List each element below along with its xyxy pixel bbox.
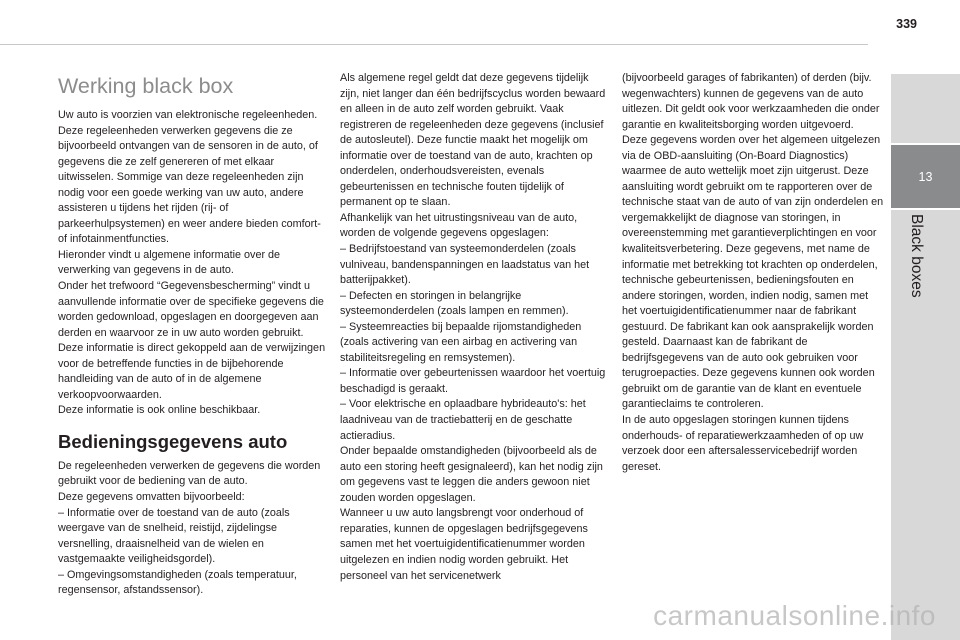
side-tab-top xyxy=(891,74,960,143)
paragraph: Hieronder vindt u algemene informatie over de verwerking van gegevens in de auto. xyxy=(58,248,281,277)
paragraph: Deze informatie is ook online beschikbaar. xyxy=(58,404,261,417)
paragraph: Uw auto is voorzien van elektronische regeleenheden. Deze regeleenheden verwerken gegevens die ze bijvoorbeeld ontvangen van de sensoren in de auto, of gegevens die ze zelf genereren of met elkaar uitwisselen. Sommige van deze regeleenheden zijn nodig voor een goede werking van uw auto, andere assisteren u tijdens het rijden (rij- of parkeerhulpsystemen) en weer andere bieden comfort- of infotainmentfuncties. xyxy=(58,109,321,246)
header-divider xyxy=(0,44,868,45)
page-title: Werking black box xyxy=(58,74,234,98)
side-tab-bottom xyxy=(891,210,960,640)
list-item: – Informatie over gebeurtenissen waardoor het voertuig beschadigd is geraakt. xyxy=(340,367,606,395)
chapter-number-tab[interactable] xyxy=(891,145,960,208)
paragraph: Deze gegevens omvatten bijvoorbeeld: xyxy=(58,491,245,504)
list-item: – Systeemreacties bij bepaalde rijomstandigheden (zoals activering van een airbag en activering van stabiliteitsregeling en remsystemen). xyxy=(340,320,582,364)
paragraph: Onder het trefwoord “Gegevensbescherming” vindt u aanvullende informatie over de specifieke gegevens die worden gedownload, opgeslagen en doorgegeven aan derden en waarvoor ze in uw auto worden gebruikt. Deze informatie is direct gekoppeld aan de verwijzingen voor de betreffende functies in de bijbehorende handleiding van de auto of in de algemene verkoopvoorwaarden. xyxy=(58,280,326,401)
section-heading: Bedieningsgegevens auto xyxy=(58,430,288,452)
paragraph: In de auto opgeslagen storingen kunnen tijdens onderhouds- of reparatiewerkzaamheden of op uw verzoek door een aftersalesservicebedrijf worden gereset. xyxy=(622,414,864,473)
column-3 xyxy=(622,71,884,475)
paragraph: Afhankelijk van het uitrustingsniveau van de auto, worden de volgende gegevens opgeslagen: xyxy=(340,211,578,240)
list-item: – Informatie over de toestand van de auto (zoals weergave van de snelheid, reistijd, zijdelingse versnelling, draaisnelheid van de wielen en vastgemaakte veiligheidsgordel). xyxy=(58,506,290,566)
paragraph: Als algemene regel geldt dat deze gegevens tijdelijk zijn, niet langer dan één bedrijfscyclus worden bewaard en alleen in de auto zelf worden gebruikt. Vaak registreren de regeleenheden deze gegevens (inclusief de autosleutel). Deze functie maakt het mogelijk om informatie over de toestand van de auto, krachten op onderdelen, onderhoudsvereisten, evenals gebeurtenissen en technische fouten tijdelijk of permanent op te slaan. xyxy=(340,72,606,209)
paragraph: (bijvoorbeeld garages of fabrikanten) of derden (bijv. wegenwachters) kunnen de gegevens van de auto uitlezen. Dit geldt ook voor werkzaamheden die onder garantie en kwaliteitsborging worden uitgevoerd. xyxy=(622,72,880,131)
chapter-label: Black boxes xyxy=(908,214,925,298)
paragraph: Deze gegevens worden over het algemeen uitgelezen via de OBD-aansluiting (On-Board Diagnostics) waarmee de auto wettelijk moet zijn uitgerust. Deze aansluiting wordt gebruikt om te rapporteren over de technische staat van de auto of van zijn onderdelen en vergemakkelijkt de diagnose van storingen, in overeenstemming met garantieverplichtingen en voor kwaliteitsverbetering. Deze gegevens, met name de informatie met betrekking tot krachten op onderdelen, technische gebeurtenissen, bedieningsfouten en andere storingen, worden, indien nodig, samen met het voertuigidentificatienummer naar de fabrikant gestuurd. De fabrikant kan ook aansprakelijk worden gesteld. Daarnaast kan de fabrikant de bedrijfsgegevens van de auto ook gebruiken voor terugroepacties. Deze gegevens kunnen ook worden gebruikt om de garantie van de klant en eventuele garantieclaims te controleren. xyxy=(622,134,884,411)
watermark: carmanualsonline.info xyxy=(653,600,936,631)
list-item: – Defecten en storingen in belangrijke systeemonderdelen (zoals lampen en remmen). xyxy=(340,289,569,318)
list-item: – Omgevingsomstandigheden (zoals temperatuur, regensensor, afstandssensor). xyxy=(58,568,297,597)
chapter-number: 13 xyxy=(918,169,933,184)
list-item: – Bedrijfstoestand van systeemonderdelen (zoals vulniveau, bandenspanningen en laadstatus van het batterijpakket). xyxy=(340,243,590,287)
column-2 xyxy=(340,71,608,584)
column-1 xyxy=(58,70,326,599)
page-number: 339 xyxy=(896,17,917,31)
paragraph: De regeleenheden verwerken de gegevens die worden gebruikt voor de bediening van de auto. xyxy=(58,459,321,488)
paragraph: Wanneer u uw auto langsbrengt voor onderhoud of reparaties, kunnen de opgeslagen bedrijfsgegevens samen met het voertuigidentificatienummer worden uitgelezen en indien nodig worden gebruikt. Het personeel van het servicenetwerk xyxy=(340,507,588,582)
list-item: – Voor elektrische en oplaadbare hybrideauto's: het laadniveau van de tractiebatterij en de geschatte actieradius. xyxy=(340,398,586,442)
paragraph: Onder bepaalde omstandigheden (bijvoorbeeld als de auto een storing heeft gesignaleerd), kan het nodig zijn om gegevens vast te leggen die anders gewoon niet zouden worden opgeslagen. xyxy=(340,445,603,504)
